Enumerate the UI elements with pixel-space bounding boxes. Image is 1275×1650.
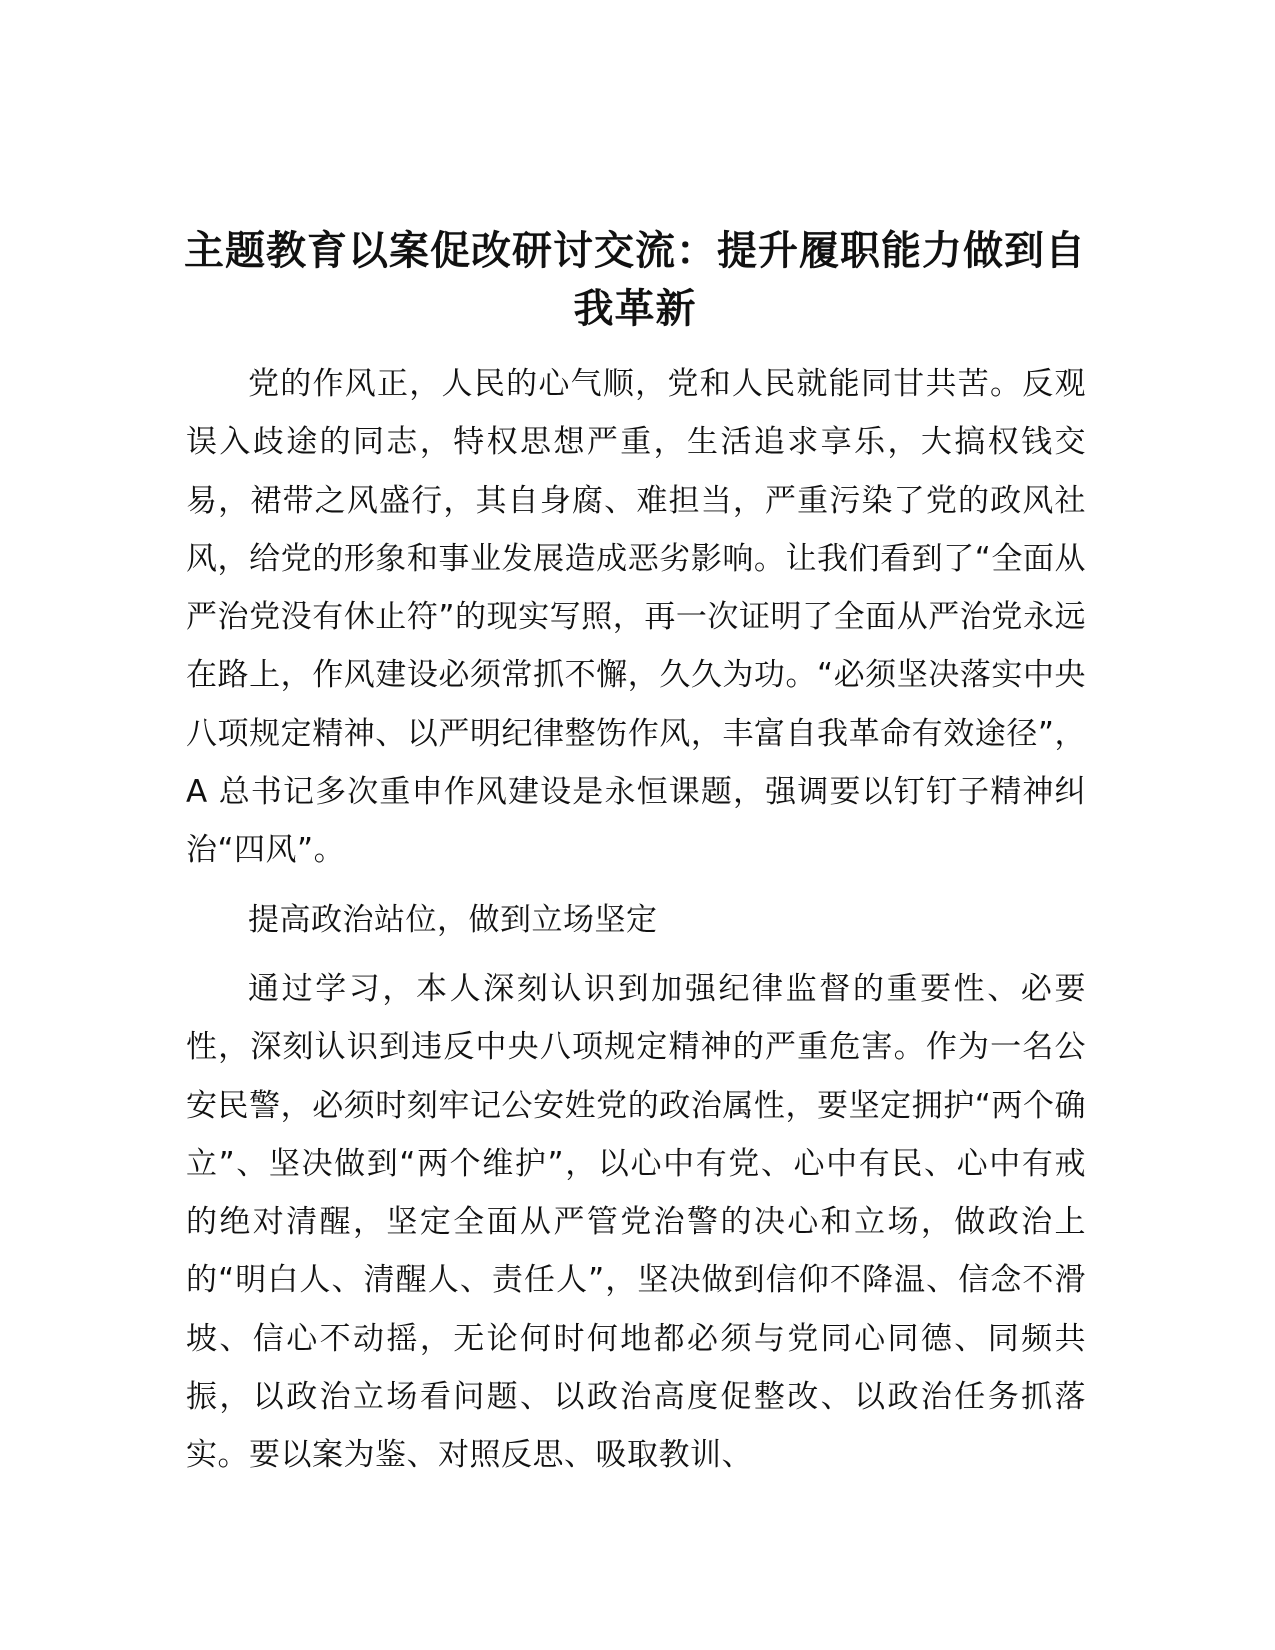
paragraph-section-1: 通过学习，本人深刻认识到加强纪律监督的重要性、必要性，深刻认识到违反中央八项规定精神的严重危害。作为一名公安民警，必须时刻牢记公安姓党的政治属性，要坚定拥护“两个确立”、坚决做到“两个维护”，以心中有党、心中有民、心中有戒的绝对清醒，坚定全面从严管党治警的决心和立场，做政治上的“明白人、清醒人、责任人”，坚决做到信仰不降温、信念不滑坡、信心不动摇，无论何时何地都必须与党同心同德、同频共振，以政治立场看问题、以政治高度促整改、以政治任务抓落实。要以案为鉴、对照反思、吸取教训、 bbox=[186, 970, 1086, 1474]
paragraph-intro: 党的作风正，人民的心气顺，党和人民就能同甘共苦。反观误入歧途的同志，特权思想严重，生活追求享乐，大搞权钱交易，裙带之风盛行，其自身腐、难担当，严重污染了党的政风社风，给党的形象和事业发展造成恶劣影响。让我们看到了“全面从严治党没有休止符”的现实写照，再一次证明了全面从严治党永远在路上，作风建设必须常抓不懈，久久为功。“必须坚决落实中央八项规定精神、以严明纪律整饬作风，丰富自我革命有效途径”，A 总书记多次重申作风建设是永恒课题，强调要以钉钉子精神纠治“四风”。 bbox=[186, 366, 1086, 869]
document-title: 主题教育以案促改研讨交流：提升履职能力做到自我革新 bbox=[184, 228, 1086, 332]
section-heading: 提高政治站位，做到立场坚定 bbox=[248, 901, 658, 938]
document-body bbox=[186, 355, 1086, 1496]
